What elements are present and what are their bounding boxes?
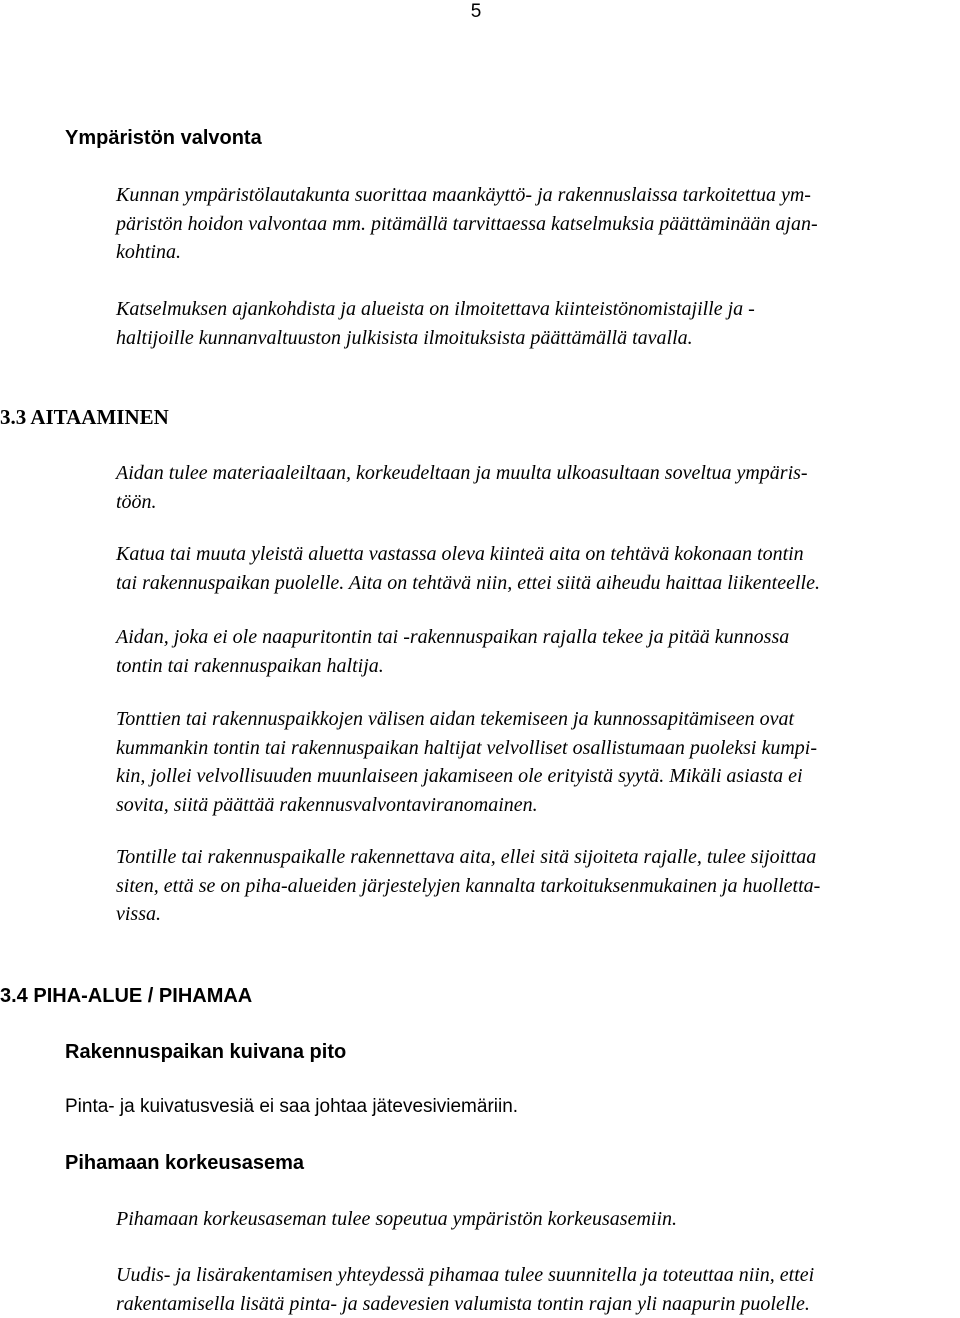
text-line: Pihamaan korkeusaseman tulee sopeutua ympäristön korkeusasemiin. [116,1208,678,1230]
paragraph-yard-level-2 [116,1261,954,1318]
section-heading-fencing-number: 3. [0,405,16,429]
text-line: rakentamisella lisätä pinta- ja sadevesien valumista tontin rajan yli naapurin puolelle. [116,1292,810,1315]
section-title-environment-supervision: Ympäristön valvonta [65,127,262,149]
text-line: haltijoille kunnanvaltuuston julkisista ilmoituksista päättämällä tavalla. [116,326,693,349]
text-line: tontin tai rakennuspaikan haltija. [116,654,384,677]
text-line: Kunnan ympäristölautakunta suorittaa maankäyttö- ja rakennuslaissa tarkoitettua ym- [116,184,811,206]
text-line: töön. [116,490,157,513]
paragraph-yard-level-1 [116,1205,954,1234]
text-line: Tonttien tai rakennuspaikkojen välisen aidan tekemiseen ja kunnossapitämiseen ovat [116,708,795,730]
text-line: kummankin tontin tai rakennuspaikan haltijat velvolliset osallistumaan puoleksi kumpi- [116,736,818,759]
text-line: kohtina. [116,241,181,264]
text-line: sovita, siitä päättää rakennusvalvontaviranomainen. [116,794,538,817]
paragraph-fencing-2 [116,540,954,597]
subsection-title-yard-level: Pihamaan korkeusasema [65,1152,305,1174]
page-number: 5 [470,1,482,22]
text-line: Uudis- ja lisärakentamisen yhteydessä pihamaa tulee suunnitella ja toteuttaa niin, ettei [116,1264,815,1286]
text-line: Tontille tai rakennuspaikalle rakennettava aita, ellei sitä sijoiteta rajalle, tulee sijoittaa [116,846,817,868]
paragraph-environment-1 [116,181,954,267]
paragraph-environment-2 [116,295,954,352]
text-line: Katselmuksen ajankohdista ja alueista on ilmoitettava kiinteistönomistajille ja - [116,298,755,320]
text-line: Aidan, joka ei ole naapuritontin tai -rakennuspaikan rajalla tekee ja pitää kunnossa [116,626,790,648]
section-heading-fencing-text: 3 AITAAMINEN [15,405,169,429]
subsection-text-drainage: Pinta- ja kuivatusvesiä ei saa johtaa jätevesiviemäriin. [65,1096,519,1117]
text-line: vissa. [116,903,161,926]
section-heading-fencing [0,404,169,430]
text-line: päristön hoidon valvontaa mm. pitämällä tarvittaessa katselmuksia päättäminään ajan- [116,212,818,235]
text-line: kin, jollei velvollisuuden muunlaiseen jakamiseen ole erityistä syytä. Mikäli asiasta ei [116,765,803,788]
section-heading-yard: 3.4 PIHA-ALUE / PIHAMAA [0,985,253,1007]
text-line: siten, että se on piha-alueiden järjestelyjen kannalta tarkoituksenmukainen ja huolletta- [116,874,821,897]
text-line: Aidan tulee materiaaleiltaan, korkeudeltaan ja muulta ulkoasultaan soveltua ympäris- [116,462,808,484]
paragraph-fencing-5 [116,843,954,929]
text-line: tai rakennuspaikan puolelle. Aita on tehtävä niin, ettei siitä aiheudu haittaa liikenteelle. [116,571,820,594]
subsection-title-drainage: Rakennuspaikan kuivana pito [65,1041,347,1063]
paragraph-fencing-4 [116,705,954,820]
paragraph-fencing-1 [116,459,954,516]
text-line: Katua tai muuta yleistä aluetta vastassa oleva kiinteä aita on tehtävä kokonaan tontin [116,543,804,565]
paragraph-fencing-3 [116,623,954,680]
